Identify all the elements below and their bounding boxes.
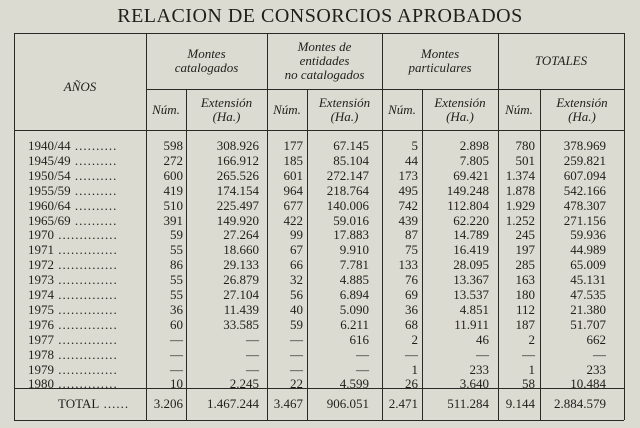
table-cell: 62.220 — [453, 213, 489, 228]
year-label — [28, 243, 118, 256]
table-cell: 439 — [398, 213, 418, 228]
table-cell: 1.467.244 — [207, 396, 259, 411]
table-bottom-rule — [14, 420, 624, 421]
table-cell: 149.248 — [446, 183, 489, 198]
leader-dots: .............. — [54, 362, 118, 377]
table-cell: 225.497 — [216, 198, 259, 213]
table-cell: 9.144 — [505, 396, 535, 411]
table-cell: 2.471 — [388, 396, 418, 411]
table-cell: 378.969 — [563, 138, 606, 153]
extension-subheader: Extensión — [200, 95, 253, 110]
table-cell: 601 — [283, 168, 303, 183]
table-cell: 10.484 — [570, 376, 606, 391]
table-cell: 46 — [476, 332, 489, 347]
table-cell: — — [405, 347, 418, 362]
leader-dots: .......... — [70, 153, 118, 168]
table-cell: 4.851 — [459, 302, 489, 317]
table-cell: 27.104 — [223, 287, 259, 302]
table-cell: 133 — [398, 257, 418, 272]
leader-dots: .............. — [54, 332, 118, 347]
table-cell: 55 — [170, 272, 183, 287]
leader-dots: .............. — [54, 302, 118, 317]
leader-dots: .......... — [70, 168, 118, 183]
table-cell: — — [356, 347, 369, 362]
year-text: 1972 — [28, 257, 54, 272]
year-text: 1945/49 — [28, 153, 71, 168]
leader-dots: .............. — [54, 347, 118, 362]
table-cell: 86 — [170, 257, 183, 272]
year-text: 1960/64 — [28, 198, 71, 213]
table-cell: 99 — [290, 227, 303, 242]
table-cell: 233 — [469, 362, 489, 377]
table-cell: 11.439 — [223, 302, 259, 317]
year-text: 1974 — [28, 287, 54, 302]
leader-dots: .............. — [54, 376, 118, 391]
table-cell: 391 — [163, 213, 183, 228]
leader-dots: .............. — [54, 227, 118, 242]
leader-dots: .......... — [70, 183, 118, 198]
table-cell: 478.307 — [563, 198, 606, 213]
table-cell: 32 — [290, 272, 303, 287]
year-label — [28, 273, 118, 286]
table-cell: 69.421 — [453, 168, 489, 183]
table-cell: — — [290, 332, 303, 347]
table-cell: 14.789 — [453, 227, 489, 242]
table-cell: 163 — [515, 272, 535, 287]
table-cell: 16.419 — [453, 242, 489, 257]
num-subheader: Núm. — [152, 102, 180, 117]
table-cell: — — [246, 347, 259, 362]
year-text: 1965/69 — [28, 213, 71, 228]
table-cell: 677 — [283, 198, 303, 213]
table-cell: 2.898 — [459, 138, 489, 153]
table-cell: 906.051 — [326, 396, 369, 411]
year-label — [28, 169, 117, 182]
extension-subheader: Extensión — [434, 95, 486, 110]
table-cell: 59.016 — [333, 213, 369, 228]
year-label — [28, 258, 118, 271]
table-cell: 28.095 — [453, 257, 489, 272]
table-cell: 616 — [349, 332, 369, 347]
year-label — [28, 318, 118, 331]
table-cell: — — [170, 362, 183, 377]
table-cell: — — [290, 347, 303, 362]
year-label — [28, 199, 117, 212]
group-header-rule — [146, 89, 624, 90]
group-header: TOTALES — [534, 53, 588, 68]
num-subheader: Núm. — [505, 102, 533, 117]
num-subheader: Núm. — [388, 102, 416, 117]
table-cell: — — [356, 362, 369, 377]
group-header: Montes de — [297, 39, 352, 54]
table-cell: 3.640 — [459, 376, 489, 391]
table-cell: 185 — [283, 153, 303, 168]
year-label — [28, 333, 118, 346]
table-cell: 36 — [405, 302, 418, 317]
total-label — [58, 397, 129, 410]
group-header: no catalogados — [284, 67, 365, 82]
leader-dots: .......... — [70, 138, 118, 153]
table-cell: 542.166 — [563, 183, 606, 198]
table-cell: 17.883 — [333, 227, 369, 242]
table-cell: 7.805 — [459, 153, 489, 168]
leader-dots: ...... — [99, 396, 130, 411]
table-title: RELACION DE CONSORCIOS APROBADOS — [117, 5, 523, 27]
table-cell: 87 — [405, 227, 418, 242]
leader-dots: .............. — [54, 272, 118, 287]
table-cell: 67 — [290, 242, 303, 257]
year-label — [28, 363, 118, 376]
table-cell: 964 — [283, 183, 303, 198]
header-bottom-rule — [14, 130, 624, 131]
leader-dots: .............. — [54, 287, 118, 302]
table-cell: 598 — [163, 138, 183, 153]
table-cell: 5 — [411, 138, 418, 153]
table-cell: 69 — [405, 287, 418, 302]
table-cell: 76 — [405, 272, 418, 287]
table-cell: — — [290, 362, 303, 377]
table-cell: 197 — [515, 242, 535, 257]
year-label — [28, 139, 117, 152]
year-text: 1950/54 — [28, 168, 71, 183]
table-cell: 272 — [163, 153, 183, 168]
table-cell: 272.147 — [326, 168, 369, 183]
table-cell: 501 — [515, 153, 535, 168]
table-cell: 419 — [163, 183, 183, 198]
table-cell: 495 — [398, 183, 418, 198]
column-rule — [624, 33, 625, 420]
year-label — [28, 303, 118, 316]
year-text: 1940/44 — [28, 138, 71, 153]
group-header: entidades — [299, 53, 350, 68]
year-label — [28, 214, 117, 227]
year-text: 1980 — [28, 376, 54, 391]
table-cell: 285 — [515, 257, 535, 272]
table-cell: — — [593, 347, 606, 362]
table-cell: 47.535 — [570, 287, 606, 302]
table-cell: 173 — [398, 168, 418, 183]
table-cell: 2.245 — [229, 376, 259, 391]
table-cell: 600 — [163, 168, 183, 183]
table-cell: — — [170, 347, 183, 362]
year-text: 1979 — [28, 362, 54, 377]
table-cell: 1 — [528, 362, 535, 377]
year-label — [28, 154, 117, 167]
table-cell: 59 — [170, 227, 183, 242]
table-cell: 85.104 — [333, 153, 369, 168]
table-cell: 1.878 — [505, 183, 535, 198]
table-cell: 265.526 — [216, 168, 259, 183]
table-cell: 18.660 — [223, 242, 259, 257]
table-cell: 13.537 — [453, 287, 489, 302]
year-text: 1977 — [28, 332, 54, 347]
table-cell: 44.989 — [570, 242, 606, 257]
year-label — [28, 377, 118, 390]
table-cell: 511.284 — [447, 396, 489, 411]
year-text: 1976 — [28, 317, 54, 332]
table-cell: 26 — [405, 376, 418, 391]
table-cell: 1 — [411, 362, 418, 377]
table-cell: 56 — [290, 287, 303, 302]
table-cell: 245 — [515, 227, 535, 242]
year-label — [28, 288, 118, 301]
table-cell: 166.912 — [216, 153, 259, 168]
table-cell: 3.467 — [273, 396, 303, 411]
table-cell: 59 — [290, 317, 303, 332]
table-cell: 271.156 — [563, 213, 606, 228]
table-cell: 60 — [170, 317, 183, 332]
table-cell: 5.090 — [339, 302, 369, 317]
table-cell: 22 — [290, 376, 303, 391]
table-cell: 422 — [283, 213, 303, 228]
table-cell: 29.133 — [223, 257, 259, 272]
group-header: particulares — [408, 60, 472, 75]
table-cell: 36 — [170, 302, 183, 317]
table-cell: 55 — [170, 242, 183, 257]
group-header: catalogados — [174, 60, 239, 75]
table-cell: 607.094 — [563, 168, 606, 183]
year-label — [28, 184, 117, 197]
table-cell: 112 — [515, 302, 535, 317]
extension-subheader: (Ha.) — [446, 109, 474, 124]
table-cell: 9.910 — [339, 242, 369, 257]
table-cell: 7.781 — [339, 257, 369, 272]
table-cell: 58 — [522, 376, 535, 391]
table-cell: 180 — [515, 287, 535, 302]
extension-subheader: Extensión — [556, 95, 608, 110]
leader-dots: .......... — [70, 213, 118, 228]
table-cell: 6.894 — [339, 287, 369, 302]
leader-dots: .............. — [54, 317, 118, 332]
table-cell: 68 — [405, 317, 418, 332]
leader-dots: .......... — [70, 198, 118, 213]
table-cell: 187 — [515, 317, 535, 332]
table-cell: 11.911 — [454, 317, 489, 332]
table-cell: 21.380 — [570, 302, 606, 317]
extension-subheader: (Ha.) — [212, 109, 241, 124]
table-cell: 6.211 — [340, 317, 369, 332]
group-header: Montes — [187, 46, 226, 61]
table-cell: 112.804 — [447, 198, 489, 213]
table-cell: 66 — [290, 257, 303, 272]
table-cell: 308.926 — [216, 138, 259, 153]
table-cell: 662 — [586, 332, 606, 347]
table-cell: — — [476, 347, 489, 362]
group-header: Montes — [420, 46, 460, 61]
year-text: 1975 — [28, 302, 54, 317]
table-cell: 59.936 — [570, 227, 606, 242]
table-cell: 1.252 — [505, 213, 535, 228]
table-cell: — — [246, 362, 259, 377]
year-text: 1973 — [28, 272, 54, 287]
table-cell: 259.821 — [563, 153, 606, 168]
extension-subheader: Extensión — [318, 95, 371, 110]
table-cell: 2 — [411, 332, 418, 347]
table-cell: 75 — [405, 242, 418, 257]
table-cell: 3.206 — [153, 396, 183, 411]
table-cell: 67.145 — [333, 138, 369, 153]
table-cell: 218.764 — [326, 183, 369, 198]
extension-subheader: (Ha.) — [330, 109, 359, 124]
table-cell: — — [522, 347, 535, 362]
table-cell: 55 — [170, 287, 183, 302]
year-text: 1955/59 — [28, 183, 71, 198]
table-cell: — — [246, 332, 259, 347]
table-cell: 149.920 — [216, 213, 259, 228]
table-cell: 65.009 — [570, 257, 606, 272]
table-cell: 742 — [398, 198, 418, 213]
table-cell: 4.885 — [339, 272, 369, 287]
years-header: AÑOS — [63, 79, 97, 94]
leader-dots: .............. — [54, 257, 118, 272]
table-top-rule — [14, 33, 624, 34]
table-cell: 174.154 — [216, 183, 259, 198]
table-cell: — — [170, 332, 183, 347]
table-cell: 4.599 — [339, 376, 369, 391]
extension-subheader: (Ha.) — [568, 109, 596, 124]
year-label — [28, 348, 118, 361]
table-cell: 1.374 — [505, 168, 535, 183]
table-cell: 10 — [170, 376, 183, 391]
table-cell: 44 — [405, 153, 418, 168]
year-label — [28, 228, 118, 241]
table-cell: 40 — [290, 302, 303, 317]
table-cell: 140.006 — [326, 198, 369, 213]
table-cell: 1.929 — [505, 198, 535, 213]
year-text: 1978 — [28, 347, 54, 362]
table-cell: 13.367 — [453, 272, 489, 287]
year-text: 1970 — [28, 227, 54, 242]
year-text: 1971 — [28, 242, 54, 257]
table-cell: 780 — [515, 138, 535, 153]
table-cell: 45.131 — [570, 272, 606, 287]
table-cell: 26.879 — [223, 272, 259, 287]
table-cell: 51.707 — [570, 317, 606, 332]
table-cell: 2.884.579 — [554, 396, 606, 411]
table-cell: 33.585 — [223, 317, 259, 332]
table-cell: 177 — [283, 138, 303, 153]
table-cell: 233 — [586, 362, 606, 377]
table-cell: 510 — [163, 198, 183, 213]
leader-dots: .............. — [54, 242, 118, 257]
num-subheader: Núm. — [273, 102, 301, 117]
table-cell: 27.264 — [223, 227, 259, 242]
table-cell: 2 — [528, 332, 535, 347]
total-label-text: TOTAL — [58, 396, 100, 411]
